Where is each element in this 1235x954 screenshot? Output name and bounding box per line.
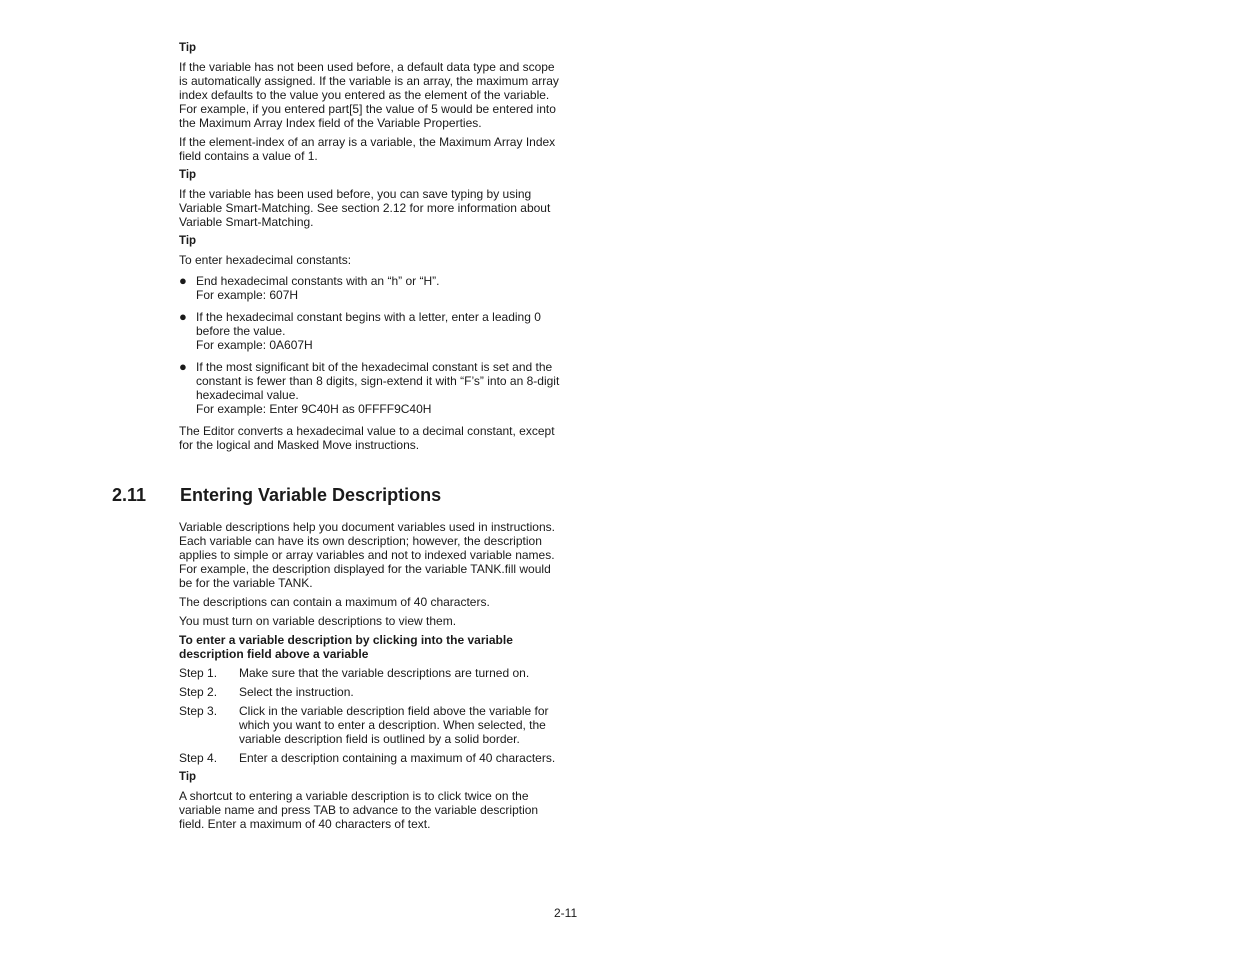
- step-text: Enter a description containing a maximum of 40 characters.: [239, 751, 556, 765]
- step-text: Select the instruction.: [239, 685, 354, 699]
- procedure-step: [179, 666, 564, 680]
- bullet-text: If the most significant bit of the hexadecimal constant is set and the constant is fewer than 8 digits, sign-extend it with “F’s” into an 8-digit hexadecimal value.: [196, 360, 560, 402]
- bullet-icon: ●: [179, 359, 187, 374]
- tip-label: Tip: [179, 169, 197, 181]
- body-paragraph: The descriptions can contain a maximum of 40 characters.: [179, 595, 490, 609]
- tip-paragraph: The Editor converts a hexadecimal value to a decimal constant, except for the logical and Masked Move instructions.: [179, 424, 555, 452]
- bullet-icon: ●: [179, 273, 187, 288]
- bullet-text: If the hexadecimal constant begins with a letter, enter a leading 0 before the value.: [196, 310, 541, 338]
- procedure-step: [179, 751, 564, 765]
- procedure-title: To enter a variable description by clicking into the variable description field above a variable: [179, 633, 513, 661]
- page-number: 2-11: [554, 906, 578, 920]
- step-label: Step 3.: [179, 704, 218, 718]
- step-label: Step 1.: [179, 666, 218, 680]
- tip-label: Tip: [179, 771, 197, 783]
- tip-paragraph: If the variable has not been used before, a default data type and scope is automatically assigned. If the variable is an array, the maximum array index defaults to the value you entered as the element of the variable. For example, if you entered part[5] the value of 5 would be entered into the Maximum Array Index field of the Variable Properties.: [179, 60, 559, 130]
- section-title: Entering Variable Descriptions: [180, 485, 442, 505]
- procedure-step: [179, 685, 564, 699]
- step-text: Click in the variable description field above the variable for which you want to enter a description. When selected, the variable description field is outlined by a solid border.: [239, 704, 549, 746]
- bullet-example: For example: 0A607H: [196, 338, 313, 352]
- tip-label: Tip: [179, 235, 197, 247]
- step-text: Make sure that the variable descriptions are turned on.: [239, 666, 530, 680]
- list-item: [179, 310, 564, 352]
- bullet-text: End hexadecimal constants with an “h” or “H”.: [196, 274, 440, 288]
- section-heading: [112, 484, 612, 506]
- tip-label: Tip: [179, 42, 197, 54]
- tip-paragraph: If the element-index of an array is a variable, the Maximum Array Index field contains a value of 1.: [179, 135, 556, 163]
- section-number: 2.11: [112, 485, 147, 505]
- step-label: Step 2.: [179, 685, 218, 699]
- top-column: [179, 41, 564, 457]
- tip-paragraph: If the variable has been used before, you can save typing by using Variable Smart-Matching. See section 2.12 for more information about Variable Smart-Matching.: [179, 187, 551, 229]
- tip-paragraph: To enter hexadecimal constants:: [179, 253, 352, 267]
- body-paragraph: Variable descriptions help you document variables used in instructions. Each variable can have its own description; however, the description applies to simple or array variables and not to indexed variable names. For example, the description displayed for the variable TANK.fill would be for the variable TANK.: [179, 520, 555, 590]
- hex-bullet-list: [179, 274, 564, 416]
- bullet-example: For example: Enter 9C40H as 0FFFF9C40H: [196, 402, 432, 416]
- list-item: [179, 360, 564, 416]
- procedure-step: [179, 704, 564, 746]
- bullet-example: For example: 607H: [196, 288, 299, 302]
- tip-paragraph: A shortcut to entering a variable description is to click twice on the variable name and press TAB to advance to the variable description field. Enter a maximum of 40 characters of text.: [179, 789, 539, 831]
- body-paragraph: You must turn on variable descriptions to view them.: [179, 614, 457, 628]
- bullet-icon: ●: [179, 309, 187, 324]
- step-label: Step 4.: [179, 751, 218, 765]
- list-item: [179, 274, 564, 302]
- section-column: [179, 520, 564, 836]
